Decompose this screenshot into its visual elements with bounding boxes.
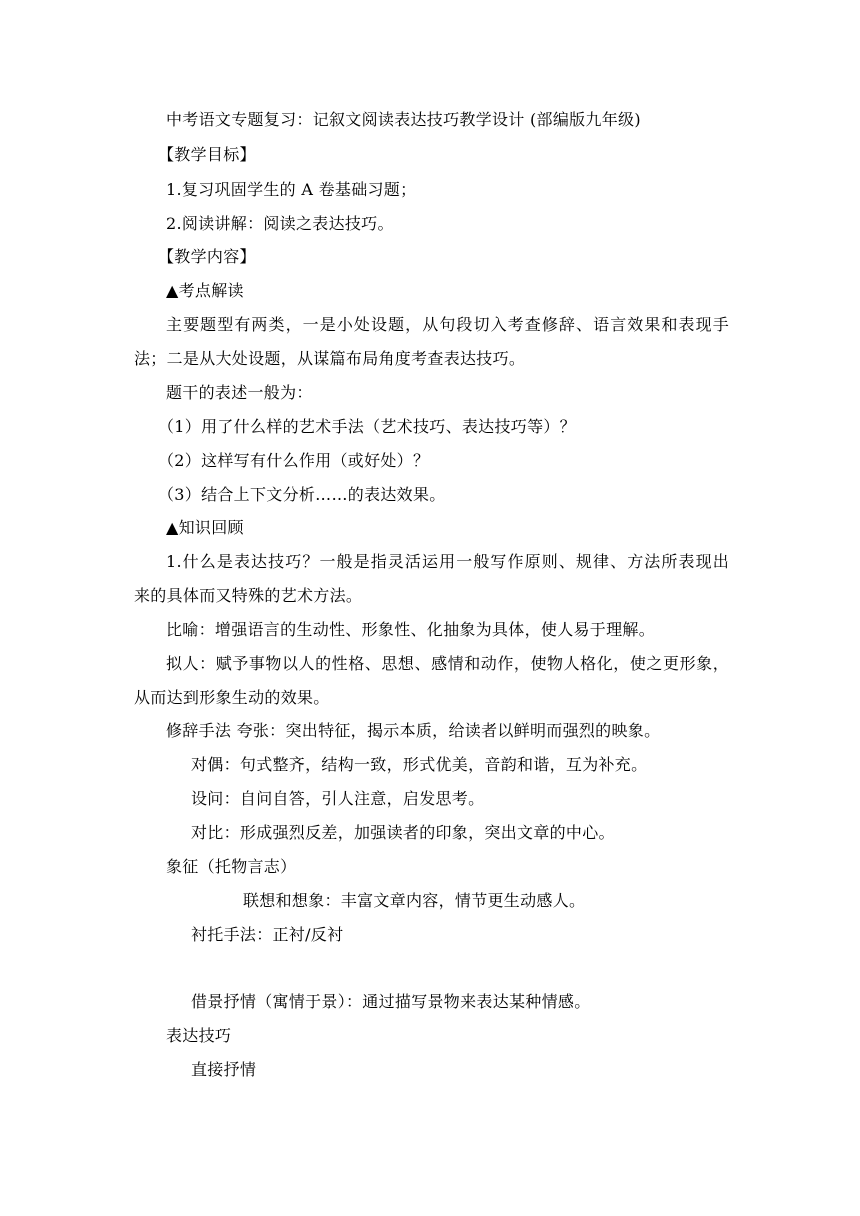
paragraph-line: 来的具体而又特殊的艺术方法。: [134, 586, 363, 605]
paragraph-line: 直接抒情: [191, 1060, 257, 1079]
paragraph-line: 主要题型有两类，一是小处设题，从句段切入考查修辞、语言效果和表现手: [166, 315, 729, 334]
paragraph-line: 象征（托物言志）: [166, 857, 297, 876]
document-title: 中考语文专题复习：记叙文阅读表达技巧教学设计 (部编版九年级): [166, 110, 641, 129]
paragraph-line: 联想和想象：丰富文章内容，情节更生动感人。: [243, 891, 586, 910]
paragraph-line: 衬托手法：正衬/反衬: [191, 925, 344, 944]
question-item: （1）用了什么样的艺术手法（艺术技巧、表达技巧等）？: [158, 417, 576, 436]
paragraph-line: 题干的表述一般为：: [166, 383, 313, 402]
paragraph-line: 拟人：赋予事物以人的性格、思想、感情和动作，使物人格化，使之更形象，: [166, 654, 729, 673]
objectives-heading: 【教学目标】: [158, 145, 256, 164]
objective-item: 2.阅读讲解：阅读之表达技巧。: [166, 214, 394, 233]
paragraph-line: 借景抒情（寓情于景）：通过描写景物来表达某种情感。: [191, 992, 591, 1011]
paragraph-line: 对比：形成强烈反差，加强读者的印象，突出文章的中心。: [191, 823, 615, 842]
paragraph-line: 表达技巧: [166, 1026, 232, 1045]
question-item: （3）结合上下文分析……的表达效果。: [158, 485, 446, 504]
objective-item: 1.复习巩固学生的 A 卷基础习题；: [166, 180, 417, 199]
paragraph-line: 设问：自问自答，引人注意，启发思考。: [191, 789, 485, 808]
paragraph-line: 对偶：句式整齐，结构一致，形式优美，音韵和谐，互为补充。: [191, 755, 648, 774]
paragraph-line: 1.什么是表达技巧？一般是指灵活运用一般写作原则、规律、方法所表现出: [166, 552, 729, 571]
section-heading-knowledge-review: ▲知识回顾: [166, 518, 244, 537]
content-heading: 【教学内容】: [158, 247, 256, 266]
paragraph-line: 比喻：增强语言的生动性、形象性、化抽象为具体，使人易于理解。: [166, 620, 656, 639]
paragraph-line: 法；二是从大处设题，从谋篇布局角度考查表达技巧。: [134, 349, 526, 368]
paragraph-line: 修辞手法 夸张：突出特征，揭示本质，给读者以鲜明而强烈的映象。: [166, 721, 661, 740]
paragraph-line: 从而达到形象生动的效果。: [134, 688, 330, 707]
question-item: （2）这样写有什么作用（或好处）？: [158, 451, 430, 470]
section-heading-exam-points: ▲考点解读: [166, 281, 244, 300]
